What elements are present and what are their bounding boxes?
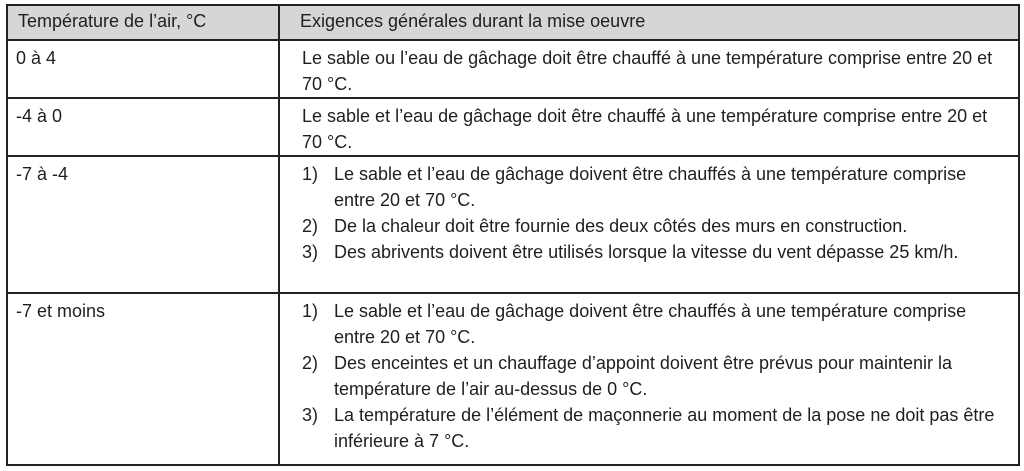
list-item-text: Des enceintes et un chauffage d’appoint doivent être prévus pour maintenir la température de l’air au-dessus de 0 °C. (334, 352, 953, 399)
requirement-cell (279, 293, 1019, 465)
list-item (302, 350, 1004, 402)
table-row (7, 40, 1019, 98)
temperature-range-cell: -7 à -4 (7, 156, 279, 292)
list-item-text: La température de l’élément de maçonnerie au moment de la pose ne doit pas être inférieure à 7 °C. (334, 404, 995, 451)
list-item-number: 2) (302, 352, 319, 373)
cold-weather-requirements-table (6, 4, 1020, 466)
requirement-list (302, 298, 1004, 454)
list-item (302, 213, 1004, 239)
requirement-cell: Le sable ou l’eau de gâchage doit être chauffé à une température comprise entre 20 et 70 °C. (279, 40, 1019, 98)
list-item-text: Le sable et l’eau de gâchage doivent être chauffés à une température comprise entre 20 et 70 °C. (334, 164, 967, 211)
requirement-cell: Le sable et l’eau de gâchage doit être chauffé à une température comprise entre 20 et 70 °C. (279, 98, 1019, 156)
list-item (302, 239, 1004, 265)
requirement-cell (279, 156, 1019, 292)
list-item-text: Des abrivents doivent être utilisés lorsque la vitesse du vent dépasse 25 km/h. (334, 242, 959, 263)
list-item-number: 1) (302, 164, 319, 185)
list-item-number: 2) (302, 216, 319, 237)
table-body (7, 40, 1019, 465)
list-item-number: 3) (302, 404, 319, 425)
table-header (7, 5, 1019, 40)
header-row (7, 5, 1019, 40)
list-item-number: 1) (302, 300, 319, 321)
requirement-list (302, 161, 1004, 265)
temperature-range-cell: -4 à 0 (7, 98, 279, 156)
list-item (302, 402, 1004, 454)
document-table-container (6, 4, 1018, 466)
list-item-number: 3) (302, 242, 319, 263)
list-item (302, 298, 1004, 350)
temperature-range-cell: -7 et moins (7, 293, 279, 465)
table-row (7, 98, 1019, 156)
list-item-text: Le sable et l’eau de gâchage doivent être chauffés à une température comprise entre 20 et 70 °C. (334, 300, 967, 347)
list-item (302, 161, 1004, 213)
table-row (7, 156, 1019, 292)
list-item-text: De la chaleur doit être fournie des deux côtés des murs en construction. (334, 216, 908, 237)
header-general-requirements: Exigences générales durant la mise oeuvre (279, 5, 1019, 40)
table-row (7, 293, 1019, 465)
temperature-range-cell: 0 à 4 (7, 40, 279, 98)
header-air-temperature: Température de l’air, °C (7, 5, 279, 40)
